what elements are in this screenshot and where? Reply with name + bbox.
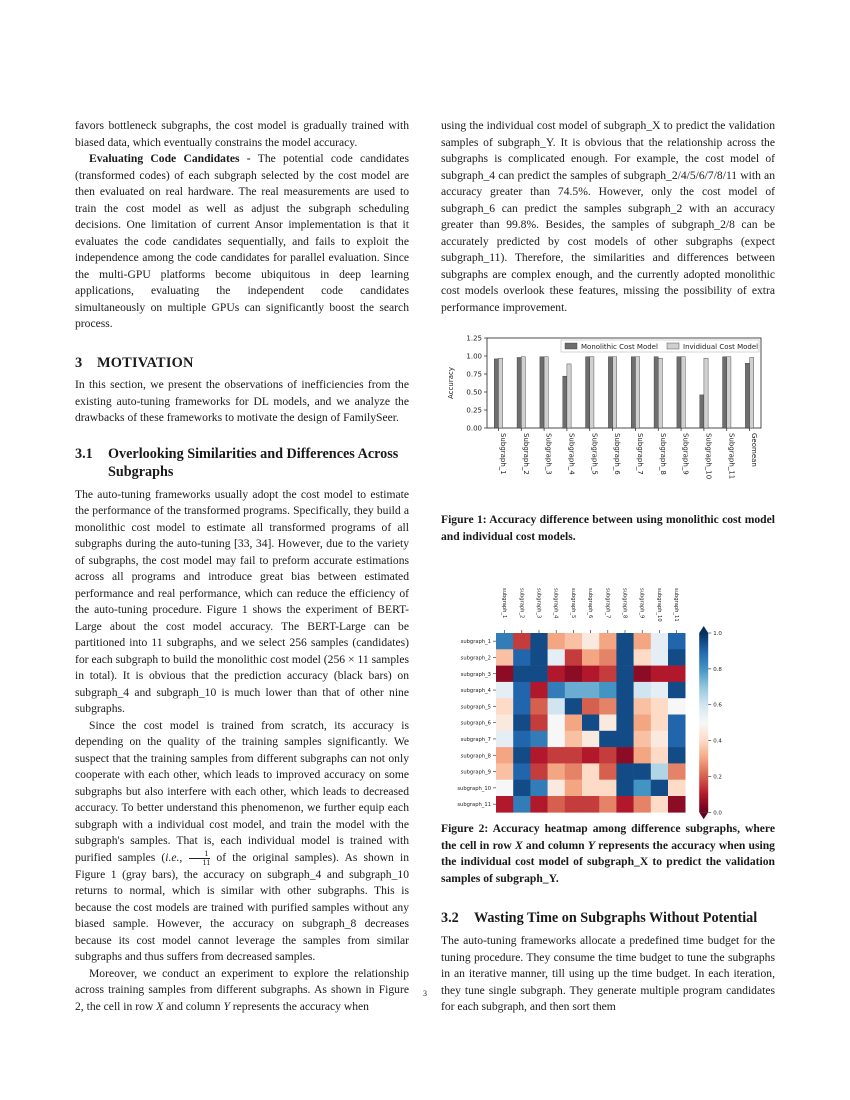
heatmap-cell	[513, 682, 531, 699]
col-label: subgraph_2	[518, 588, 525, 619]
row-label: subgraph_6	[460, 720, 491, 727]
heatmap-cell	[548, 666, 566, 683]
heatmap-cell	[513, 633, 531, 650]
subsection-title: Wasting Time on Subgraphs Without Potential	[474, 910, 758, 926]
section-heading	[75, 355, 409, 372]
bar-individual	[704, 358, 708, 428]
heatmap-cell	[513, 715, 531, 732]
heatmap-cell	[582, 633, 600, 650]
heatmap-cell	[548, 780, 566, 797]
heatmap-cell	[496, 731, 514, 748]
math-variable: Y	[587, 838, 595, 852]
heatmap-cell	[582, 796, 600, 813]
bar-monolithic	[563, 376, 567, 428]
left-column	[75, 118, 409, 1015]
heatmap-cell	[548, 682, 566, 699]
heatmap-cell	[634, 763, 652, 780]
heatmap-cell	[668, 747, 686, 764]
figure-1	[441, 334, 775, 492]
paragraph-text: of the original samples). As shown in Figure 1 (gray bars), the accuracy on subgraph_4 and subgraph_10 returns to normal, which is similar with other subgraphs. This is because the cost models are trained with purified samples without any biased sample. However, the accuracy on subgraph_8 decreases because its cost model cannot leverage the samples from similar subgraphs and thus suffers from decreased samples.	[75, 850, 409, 963]
heatmap-cell	[599, 633, 617, 650]
heatmap-cell	[565, 633, 583, 650]
math-variable: Y	[223, 999, 230, 1013]
bar-individual	[544, 357, 548, 428]
y-tick-label: 0.75	[466, 370, 482, 379]
bar-individual	[635, 357, 639, 428]
bar-individual	[727, 357, 731, 428]
legend-label: Monolithic Cost Model	[581, 343, 658, 351]
col-label: subgraph_1	[501, 588, 508, 619]
x-tick-label: Subgraph_7	[635, 433, 644, 475]
heatmap-cell	[565, 715, 583, 732]
bar-individual	[590, 357, 594, 428]
heatmap-cell	[548, 747, 566, 764]
heatmap-cell	[599, 666, 617, 683]
x-tick-label: Subgraph_6	[613, 433, 622, 475]
col-label: subgraph_4	[552, 588, 559, 619]
heatmap-cell	[496, 666, 514, 683]
heatmap-cell	[651, 747, 669, 764]
heatmap-cell	[599, 715, 617, 732]
bar-monolithic	[608, 357, 612, 428]
heatmap-cell	[582, 780, 600, 797]
heatmap-cell	[599, 747, 617, 764]
heatmap-cell	[530, 796, 548, 813]
bar-monolithic	[586, 357, 590, 428]
legend-label: Invididual Cost Model	[683, 343, 759, 351]
heatmap-cell	[513, 731, 531, 748]
col-label: subgraph_9	[638, 588, 645, 619]
heatmap-cell	[530, 747, 548, 764]
x-tick-label: Subgraph_3	[544, 433, 553, 475]
math-variable: X	[514, 838, 523, 852]
heatmap-cell	[634, 666, 652, 683]
heatmap-cell	[634, 682, 652, 699]
heatmap-cell	[565, 731, 583, 748]
math-variable: X	[156, 999, 164, 1013]
colorbar-tick-label: 0.0	[713, 810, 722, 817]
col-label: subgraph_11	[673, 588, 680, 622]
x-tick-label: Subgraph_11	[727, 433, 736, 480]
heatmap-cell	[616, 649, 634, 666]
colorbar-bottom-arrow	[699, 812, 708, 819]
heatmap-cell	[513, 796, 531, 813]
row-label: subgraph_3	[460, 671, 491, 678]
heatmap-cell	[530, 731, 548, 748]
colorbar-tick-label: 0.6	[713, 702, 722, 709]
row-label: subgraph_8	[460, 753, 491, 760]
col-label: subgraph_7	[604, 588, 611, 619]
heatmap-cell	[599, 649, 617, 666]
paragraph-text: Since the cost model is trained from scratch, its accuracy is depending on the quality of the training samples significantly. We suspect that the training samples from different subgraphs can not only cooperate with each other, which leads to improved accuracy on some subgraphs but also interfere with each other, which leads to decreased accuracy. To better understand this phenomenon, we further equip each subgraph with a individual cost model, and train the model with the subgraph's samples. That is, each individual model is trained with purified samples (	[75, 718, 409, 864]
heatmap-cell	[513, 698, 531, 715]
heatmap-cell	[496, 715, 514, 732]
paragraph	[75, 718, 409, 966]
caption-text: and column	[522, 838, 588, 852]
paragraph: The auto-tuning frameworks allocate a predefined time budget for the tuning procedure. They consume the time budget to tune the subgraphs in an iterative manner, till using up the time budget. In each iteration, they tune single subgraph. They generate multiple program candidates for each subgraph, and then sort them	[441, 934, 775, 1013]
col-label: subgraph_8	[621, 588, 628, 619]
y-tick-label: 0.25	[466, 406, 482, 415]
row-label: subgraph_2	[460, 655, 491, 662]
x-tick-label: Subgraph_10	[704, 433, 713, 480]
heatmap-cell	[634, 649, 652, 666]
paragraph: favors bottleneck subgraphs, the cost model is gradually trained with biased data, which eventually constrains the model accuracy.	[75, 119, 409, 149]
section-number: 3	[75, 354, 83, 371]
paragraph-text: Moreover, we conduct an experiment to explore the relationship across training samples from different subgraphs. As shown in Figure 2, the cell in row	[75, 966, 409, 1013]
heatmap-cell	[668, 633, 686, 650]
heatmap-cell	[651, 666, 669, 683]
heatmap-cell	[668, 763, 686, 780]
heatmap-cell	[530, 698, 548, 715]
heatmap-cell	[599, 698, 617, 715]
caption-text: Figure 2: Accuracy heatmap among difference subgraphs, where the cell in row	[441, 822, 775, 852]
heatmap-cell	[513, 649, 531, 666]
paragraph: In this section, we present the observations of inefficiencies from the existing auto-tuning frameworks for DL models, and we analyze the drawbacks of these frameworks to motivate the design of FamilySeer.	[75, 378, 409, 424]
heatmap-cell	[616, 780, 634, 797]
bar-individual	[681, 357, 685, 428]
colorbar	[699, 633, 708, 812]
y-tick-label: 1.00	[466, 352, 482, 361]
heatmap-cell	[634, 715, 652, 732]
paragraph-text: and column	[163, 999, 224, 1013]
bar-monolithic	[494, 359, 498, 428]
heatmap-cell	[548, 715, 566, 732]
heatmap-cell	[548, 633, 566, 650]
heatmap-cell	[668, 796, 686, 813]
bar-individual	[567, 364, 571, 428]
heatmap-cell	[668, 649, 686, 666]
heatmap-cell	[582, 715, 600, 732]
heatmap-cell	[565, 763, 583, 780]
caption-text: represents the accuracy when using the individual cost model of subgraph_X to predict the validation samples of subgraph_Y.	[441, 838, 775, 885]
heatmap-cell	[634, 780, 652, 797]
fraction-denominator: 11	[202, 857, 211, 867]
heatmap-cell	[565, 649, 583, 666]
heatmap-cell	[513, 747, 531, 764]
legend-swatch	[667, 343, 679, 349]
heatmap-cell	[651, 715, 669, 732]
colorbar-tick-label: 0.4	[713, 738, 722, 745]
heatmap-cell	[513, 666, 531, 683]
heatmap-cell	[616, 747, 634, 764]
heatmap-cell	[548, 731, 566, 748]
heatmap-cell	[582, 682, 600, 699]
subsection-title: Overlooking Similarities and Differences Across Subgraphs	[108, 445, 399, 480]
heatmap-cell	[548, 649, 566, 666]
heatmap-cell	[565, 780, 583, 797]
heatmap-cell	[651, 698, 669, 715]
heatmap-cell	[616, 715, 634, 732]
bar-individual	[658, 358, 662, 428]
row-label: subgraph_11	[457, 802, 491, 809]
heatmap-cell	[565, 796, 583, 813]
x-tick-label: Subgraph_8	[658, 433, 667, 475]
heatmap-cell	[668, 731, 686, 748]
heatmap-cell	[582, 763, 600, 780]
figure-2	[441, 583, 775, 817]
heatmap-cell	[599, 780, 617, 797]
heatmap-cell	[582, 666, 600, 683]
col-label: subgraph_6	[587, 588, 594, 619]
col-label: subgraph_10	[655, 588, 662, 622]
heatmap-cell	[616, 731, 634, 748]
heatmap-cell	[496, 747, 514, 764]
bar-monolithic	[540, 357, 544, 428]
heatmap-cell	[565, 747, 583, 764]
bar-individual	[521, 357, 525, 428]
heatmap-cell	[496, 682, 514, 699]
bar-monolithic	[677, 357, 681, 428]
heatmap-cell	[668, 682, 686, 699]
heatmap-chart	[441, 583, 775, 817]
run-in-heading: Evaluating Code Candidates -	[89, 152, 251, 165]
heatmap-cell	[496, 698, 514, 715]
bar-individual	[498, 358, 502, 428]
bar-monolithic	[631, 357, 635, 428]
heatmap-cell	[548, 698, 566, 715]
paragraph	[75, 151, 409, 333]
paragraph: using the individual cost model of subgraph_X to predict the validation samples of subgraph_Y. It is obvious that the relationship across the subgraphs is complicated enough. For example, the cost model of subgraph_4 can predict the samples of subgraph_2/4/5/6/7/8/11 with an accuracy greater than 74.5%. However, only the cost model of subgraph_6 can predict the samples subgraph_2 with an accuracy greater than 99.8%. Besides, the samples of subgraph_2/8 can be accurately predicted by cost models of other subgraphs (expect subgraph_11). Therefore, the similarities and differences between subgraphs are complex enough, and the currently adopted monolithic cost models overlook these features, missing the possibility of extra performance improvement.	[441, 119, 775, 314]
fraction-numerator: 1	[189, 850, 211, 859]
subsection-number: 3.2	[441, 910, 459, 926]
heatmap-cell	[668, 780, 686, 797]
y-tick-label: 0.00	[466, 424, 482, 433]
row-label: subgraph_7	[460, 736, 491, 743]
paragraph: The auto-tuning frameworks usually adopt the cost model to estimate the performance of the transformed programs. Specifically, they build a monolithic cost model to estimate all transformed programs of all subgraphs during the auto-tuning [33, 34]. However, due to the variety of subgraphs, the cost model may fail to preform accurate estimations across all programs and introduce great bias between estimated performance and real performance, which can reduce the efficiency of the auto-tuning procedure. Figure 1 shows the experiment of BERT-Large about the cost model accuracy. The BERT-Large can be partitioned into 11 subgraphs, and we select 256 samples (candidates) for each subgraph to build the monolithic cost model (256 × 11 samples in total). It is obvious that the prediction accuracy (black bars) on subgraph_4 and subgraph_10 is much lower than that of other nine subgraphs.	[75, 487, 409, 715]
heatmap-cell	[599, 682, 617, 699]
heatmap-cell	[582, 698, 600, 715]
heatmap-cell	[530, 715, 548, 732]
heatmap-cell	[513, 780, 531, 797]
y-tick-label: 1.25	[466, 334, 482, 343]
heatmap-cell	[651, 633, 669, 650]
bar-monolithic	[723, 357, 727, 428]
row-label: subgraph_10	[457, 785, 491, 792]
heatmap-cell	[599, 731, 617, 748]
heatmap-cell	[634, 698, 652, 715]
heatmap-cell	[616, 682, 634, 699]
heatmap-cell	[496, 763, 514, 780]
bar-individual	[750, 357, 754, 428]
heatmap-cell	[668, 698, 686, 715]
heatmap-cell	[530, 649, 548, 666]
heatmap-cell	[530, 780, 548, 797]
subsection-number: 3.1	[75, 445, 93, 462]
bar-monolithic	[517, 357, 521, 428]
bar-monolithic	[745, 363, 749, 428]
heatmap-cell	[565, 698, 583, 715]
subsection-heading	[75, 445, 409, 481]
heatmap-cell	[599, 763, 617, 780]
x-tick-label: Subgraph_4	[567, 433, 576, 475]
heatmap-cell	[599, 796, 617, 813]
heatmap-cell	[548, 796, 566, 813]
heatmap-cell	[651, 796, 669, 813]
y-tick-label: 0.50	[466, 388, 482, 397]
bar-monolithic	[654, 357, 658, 428]
heatmap-cell	[548, 763, 566, 780]
heatmap-cell	[530, 633, 548, 650]
bar-monolithic	[700, 395, 704, 428]
colorbar-tick-label: 1.0	[713, 631, 722, 637]
heatmap-cell	[651, 763, 669, 780]
row-label: subgraph_9	[460, 769, 491, 776]
subsection-heading	[441, 909, 775, 927]
x-tick-label: Subgraph_9	[681, 433, 690, 475]
heatmap-cell	[496, 780, 514, 797]
heatmap-cell	[651, 780, 669, 797]
heatmap-cell	[530, 666, 548, 683]
figure-1-caption: Figure 1: Accuracy difference between using monolithic cost model and individual cost models.	[441, 513, 775, 543]
row-label: subgraph_1	[460, 639, 491, 646]
heatmap-cell	[616, 796, 634, 813]
page-number: 3	[423, 989, 427, 998]
heatmap-cell	[651, 649, 669, 666]
paragraph-text: The potential code candidates (transformed codes) of each subgraph selected by the cost model are then evaluated on real hardware. The real measurements are used to train the cost model as well as adjust the subgraph scheduling decisions. One limitation of current Ansor implementation is that it evaluates the code candidates sequentially, and fails to exploit the independence among the code candidates for parallel evaluation. Since the multi-GPU platforms become ubiquitous in deep learning applications, evaluating the independent code candidates simultaneously on multiple GPUs can significantly boost the search process.	[75, 152, 409, 330]
y-axis-label: Accuracy	[447, 367, 455, 399]
heatmap-cell	[582, 731, 600, 748]
heatmap-cell	[496, 633, 514, 650]
bar-chart	[441, 334, 775, 492]
heatmap-cell	[582, 747, 600, 764]
heatmap-cell	[530, 682, 548, 699]
paragraph-text: represents the accuracy when	[229, 999, 369, 1013]
heatmap-cell	[616, 698, 634, 715]
right-column	[441, 118, 775, 1016]
fraction	[189, 850, 211, 867]
heatmap-cell	[582, 649, 600, 666]
heatmap-cell	[634, 796, 652, 813]
heatmap-cell	[634, 747, 652, 764]
heatmap-cell	[616, 666, 634, 683]
col-label: subgraph_5	[569, 588, 576, 619]
figure-2-caption	[441, 821, 775, 887]
heatmap-cell	[496, 649, 514, 666]
colorbar-tick-label: 0.8	[713, 666, 722, 673]
heatmap-cell	[634, 731, 652, 748]
x-tick-label: Subgraph_1	[498, 433, 507, 475]
heatmap-cell	[565, 682, 583, 699]
heatmap-cell	[496, 796, 514, 813]
bar-individual	[613, 357, 617, 428]
heatmap-cell	[651, 682, 669, 699]
heatmap-cell	[651, 731, 669, 748]
colorbar-top-arrow	[699, 626, 708, 633]
heatmap-cell	[616, 763, 634, 780]
legend-swatch	[565, 343, 577, 349]
row-label: subgraph_5	[460, 704, 491, 711]
italic-text: i.e.,	[165, 850, 183, 864]
x-tick-label: Geomean	[750, 433, 759, 467]
heatmap-cell	[634, 633, 652, 650]
heatmap-cell	[616, 633, 634, 650]
colorbar-tick-label: 0.2	[713, 774, 722, 781]
heatmap-cell	[530, 763, 548, 780]
x-tick-label: Subgraph_5	[590, 433, 599, 475]
heatmap-cell	[565, 666, 583, 683]
heatmap-cell	[668, 666, 686, 683]
row-label: subgraph_4	[460, 688, 491, 695]
col-label: subgraph_3	[535, 588, 542, 619]
heatmap-cell	[513, 763, 531, 780]
section-title: MOTIVATION	[97, 354, 194, 371]
heatmap-cell	[668, 715, 686, 732]
x-tick-label: Subgraph_2	[521, 433, 530, 475]
